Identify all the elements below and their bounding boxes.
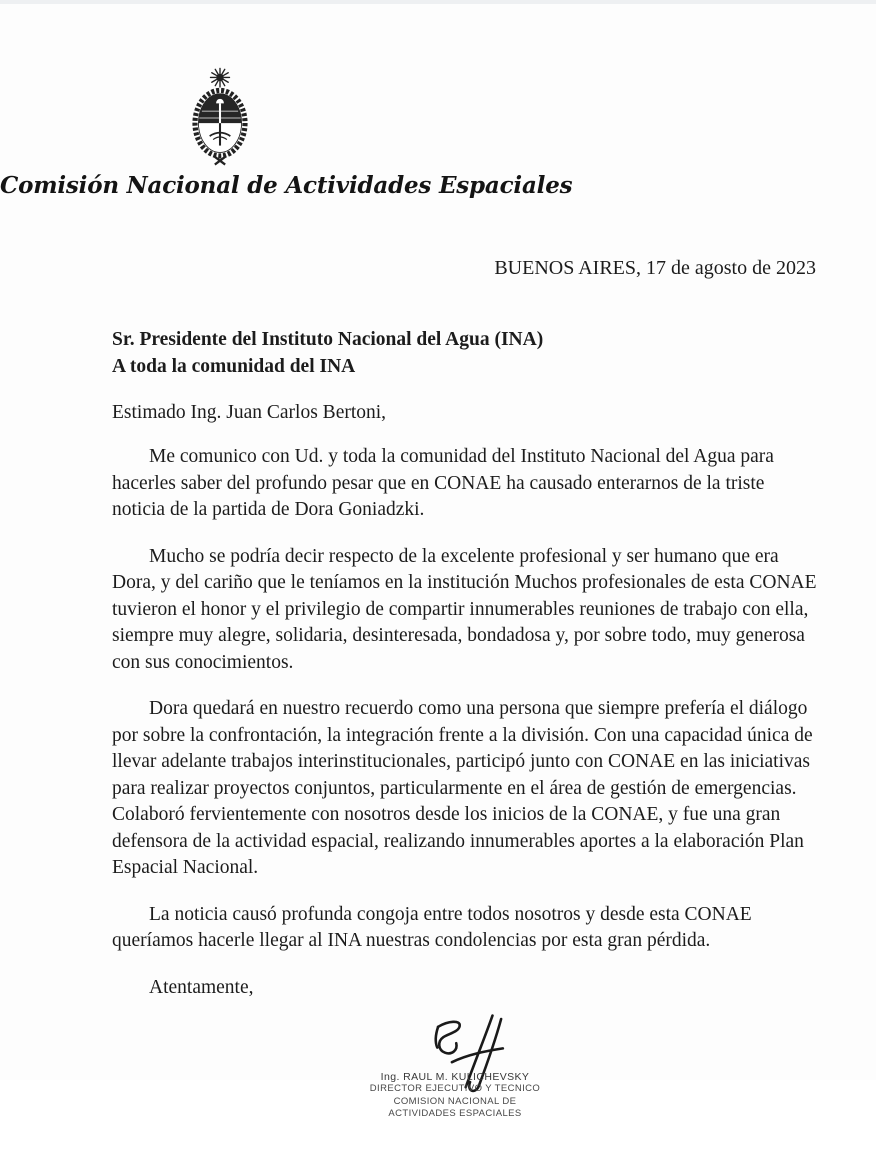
salutation: Estimado Ing. Juan Carlos Bertoni, [112, 402, 387, 423]
recipient-line-1: Sr. Presidente del Instituto Nacional del Agua (INA) [112, 329, 544, 350]
body-paragraph-4: La noticia causó profunda congoja entre todos nosotros y desde esta CONAE queríamos hacerle llegar al INA nuestras condolencias por esta gran pérdida. [112, 903, 752, 951]
body-paragraph-1: Me comunico con Ud. y toda la comunidad del Instituto Nacional del Agua para hacerles saber del profundo pesar que en CONAE ha causado enterarnos de la triste noticia de la partida de Dora Goniadzki. [112, 446, 774, 520]
body-paragraph-2: Mucho se podría decir respecto de la excelente profesional y ser humano que era Dora, y del cariño que le teníamos en la institución Muchos profesionales de esta CONAE tuvieron el honor y el privilegio de compartir innumerables reuniones de trabajo con ella, siempre muy alegre, solidaria, desinteresada, bondadosa y, por sobre todo, muy generosa con sus conocimientos. [112, 545, 817, 673]
scan-edge-artifact [0, 0, 876, 4]
recipient-block [112, 326, 876, 380]
closing: Atentamente, [149, 976, 254, 998]
signature-block [0, 1013, 876, 1163]
date-line: BUENOS AIRES, 17 de agosto de 2023 [494, 257, 816, 279]
signature-name: Ing. RAUL M. KULICHEVSKY [380, 1070, 530, 1083]
letterhead [0, 0, 573, 199]
signature-stamp [360, 1071, 550, 1121]
recipient-line-2: A toda la comunidad del INA [112, 356, 356, 377]
body-paragraph-3: Dora quedará en nuestro recuerdo como una persona que siempre prefería el diálogo por sobre la confrontación, la integración frente a la división. Con una capacidad única de llevar adelante trabajos interinstitucionales, participó junto con CONAE en las iniciativas para realizar proyectos conjuntos, particularmente en el área de gestión de emergencias. Colaboró fervientemente con nosotros desde los inicios de la CONAE, y fue una gran defensora de la actividad espacial, realizando innumerables aportes a la elaboración Plan Espacial Nacional. [112, 698, 813, 878]
signature-org-line-1: COMISION NACIONAL DE [393, 1095, 517, 1107]
signature-org-line-2: ACTIVIDADES ESPACIALES [388, 1108, 522, 1119]
signature-title: DIRECTOR EJECUTIVO Y TECNICO [369, 1083, 541, 1094]
org-script-name: Comisión Nacional de Actividades Espaciales [0, 172, 573, 199]
argentina-coat-of-arms-icon [175, 68, 265, 168]
